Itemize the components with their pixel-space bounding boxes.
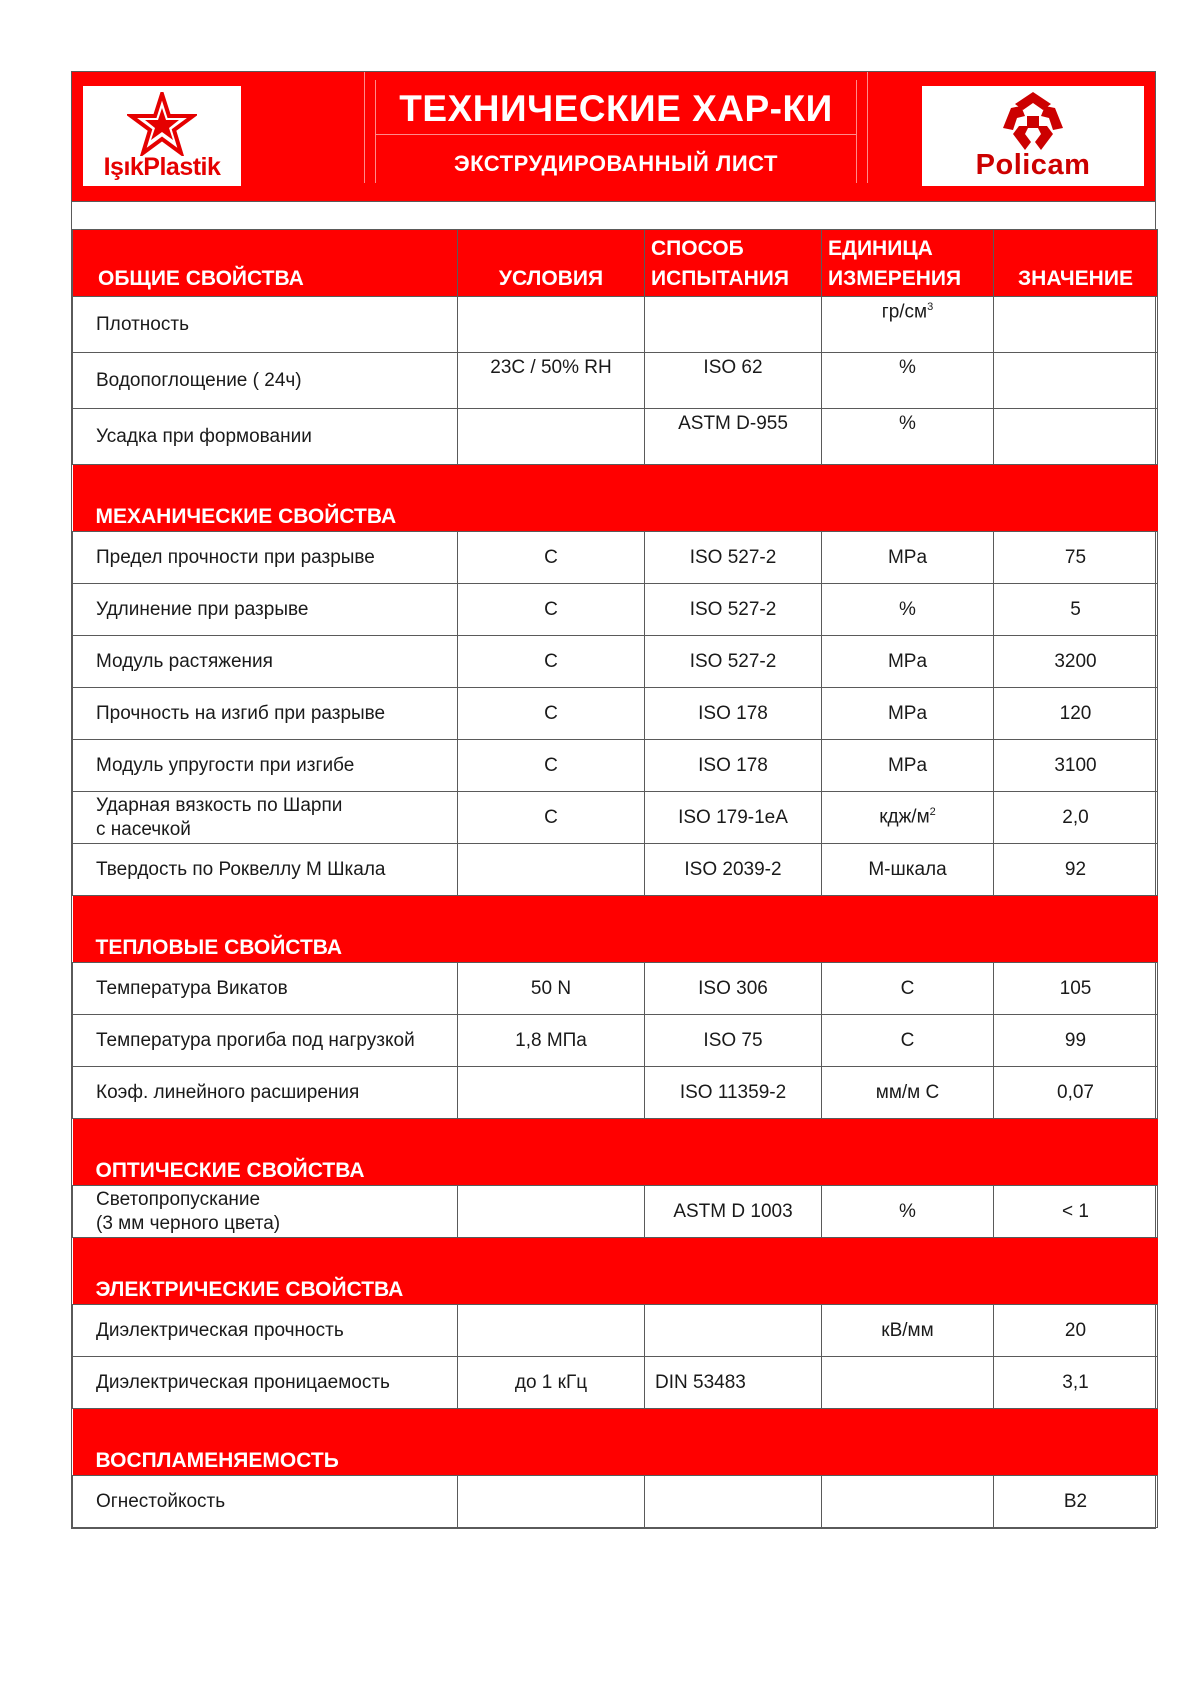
property-condition [458, 409, 645, 465]
property-condition [458, 297, 645, 353]
property-method: ISO 2039-2 [645, 844, 822, 896]
property-method: ISO 75 [645, 1015, 822, 1067]
property-condition [458, 844, 645, 896]
property-name: Модуль упругости при изгибе [73, 740, 458, 792]
property-condition: С [458, 688, 645, 740]
property-condition: С [458, 636, 645, 688]
property-value: 3100 [994, 740, 1158, 792]
table-row [73, 584, 1158, 636]
table-row [73, 688, 1158, 740]
property-value: 92 [994, 844, 1158, 896]
table-row [73, 792, 1158, 844]
property-unit: С [822, 963, 994, 1015]
table-row [73, 532, 1158, 584]
property-value: 3,1 [994, 1357, 1158, 1409]
property-value: 20 [994, 1305, 1158, 1357]
property-name: Ударная вязкость по Шарпи с насечкой [73, 792, 458, 844]
isikplastik-logo-text: IşıkPlastik [103, 153, 221, 181]
property-method: ISO 527-2 [645, 532, 822, 584]
star-icon [127, 92, 197, 156]
property-value: 120 [994, 688, 1158, 740]
properties-table [72, 229, 1158, 1528]
property-unit: С [822, 1015, 994, 1067]
page-title: ТЕХНИЧЕСКИЕ ХАР-КИ [399, 88, 833, 129]
property-condition: до 1 кГц [458, 1357, 645, 1409]
spec-sheet [71, 71, 1156, 1529]
property-condition: С [458, 740, 645, 792]
property-method: ISO 62 [645, 353, 822, 409]
page-subtitle: ЭКСТРУДИРОВАННЫЙ ЛИСТ [454, 151, 778, 176]
property-unit: мм/м С [822, 1067, 994, 1119]
property-value: 3200 [994, 636, 1158, 688]
property-condition: 23С / 50% RH [458, 353, 645, 409]
property-value: < 1 [994, 1186, 1158, 1238]
property-name: Диэлектрическая прочность [73, 1305, 458, 1357]
section-header-flammability: ВОСПЛАМЕНЯЕМОСТЬ [73, 1409, 1158, 1476]
property-condition: С [458, 584, 645, 636]
property-unit: MPa [822, 688, 994, 740]
property-unit: % [822, 353, 994, 409]
property-method: ISO 527-2 [645, 636, 822, 688]
property-condition [458, 1305, 645, 1357]
property-method: ISO 179-1eA [645, 792, 822, 844]
col-header-conditions: УСЛОВИЯ [458, 230, 645, 297]
property-value [994, 353, 1158, 409]
property-unit [822, 1357, 994, 1409]
property-method: ISO 178 [645, 688, 822, 740]
table-row [73, 1186, 1158, 1238]
col-header-value: ЗНАЧЕНИЕ [994, 230, 1158, 297]
property-value: 75 [994, 532, 1158, 584]
property-name: Удлинение при разрыве [73, 584, 458, 636]
col-header-unit: ЕДИНИЦА ИЗМЕРЕНИЯ [822, 230, 994, 297]
property-method: ISO 527-2 [645, 584, 822, 636]
property-condition: С [458, 532, 645, 584]
property-name: Водопоглощение ( 24ч) [73, 353, 458, 409]
property-name: Огнестойкость [73, 1476, 458, 1528]
property-unit: М-шкала [822, 844, 994, 896]
property-value: 105 [994, 963, 1158, 1015]
property-condition: С [458, 792, 645, 844]
property-unit: % [822, 409, 994, 465]
section-header-electrical: ЭЛЕКТРИЧЕСКИЕ СВОЙСТВА [73, 1238, 1158, 1305]
property-unit: % [822, 584, 994, 636]
property-method [645, 297, 822, 353]
property-method: DIN 53483 [645, 1357, 822, 1409]
property-value [994, 409, 1158, 465]
property-condition [458, 1476, 645, 1528]
policam-logo [922, 86, 1144, 186]
property-value: 0,07 [994, 1067, 1158, 1119]
table-header-row [73, 230, 1158, 297]
policam-logo-text: Policam [975, 149, 1091, 181]
property-name: Диэлектрическая проницаемость [73, 1357, 458, 1409]
property-condition: 50 N [458, 963, 645, 1015]
table-row [73, 963, 1158, 1015]
property-method: ISO 178 [645, 740, 822, 792]
property-value: 2,0 [994, 792, 1158, 844]
property-name: Твердость по Роквеллу М Шкала [73, 844, 458, 896]
property-name: Прочность на изгиб при разрыве [73, 688, 458, 740]
table-row [73, 1067, 1158, 1119]
property-name: Плотность [73, 297, 458, 353]
property-name: Коэф. линейного расширения [73, 1067, 458, 1119]
col-header-properties: ОБЩИЕ СВОЙСТВА [73, 230, 458, 297]
property-condition: 1,8 МПа [458, 1015, 645, 1067]
property-condition [458, 1067, 645, 1119]
property-method: ISO 306 [645, 963, 822, 1015]
property-value: B2 [994, 1476, 1158, 1528]
header-banner [72, 72, 1155, 201]
property-method [645, 1305, 822, 1357]
property-unit: $гр/см^3$ [822, 297, 994, 353]
property-unit: MPa [822, 532, 994, 584]
property-name: Светопропускание (3 мм черного цвета) [73, 1186, 458, 1238]
property-name: Температура прогиба под нагрузкой [73, 1015, 458, 1067]
property-method [645, 1476, 822, 1528]
col-header-method: СПОСОБ ИСПЫТАНИЯ [645, 230, 822, 297]
section-header-optical: ОПТИЧЕСКИЕ СВОЙСТВА [73, 1119, 1158, 1186]
policam-emblem-icon [993, 90, 1073, 154]
property-condition [458, 1186, 645, 1238]
property-unit: кдж/$м^2$ [822, 792, 994, 844]
table-row [73, 297, 1158, 353]
property-value: 99 [994, 1015, 1158, 1067]
table-row [73, 740, 1158, 792]
section-header-mechanical: МЕХАНИЧЕСКИЕ СВОЙСТВА [73, 465, 1158, 532]
property-unit: MPa [822, 636, 994, 688]
property-value: 5 [994, 584, 1158, 636]
table-row [73, 353, 1158, 409]
property-unit: % [822, 1186, 994, 1238]
property-name: Предел прочности при разрыве [73, 532, 458, 584]
table-row [73, 1015, 1158, 1067]
property-unit [822, 1476, 994, 1528]
title-frame [364, 72, 868, 183]
table-row [73, 1305, 1158, 1357]
table-row [73, 1476, 1158, 1528]
table-row [73, 844, 1158, 896]
property-unit: MPa [822, 740, 994, 792]
section-header-thermal: ТЕПЛОВЫЕ СВОЙСТВА [73, 896, 1158, 963]
property-value [994, 297, 1158, 353]
property-unit: кВ/мм [822, 1305, 994, 1357]
property-method: ASTM D 1003 [645, 1186, 822, 1238]
table-row [73, 1357, 1158, 1409]
property-method: ISO 11359-2 [645, 1067, 822, 1119]
table-row [73, 409, 1158, 465]
property-name: Температура Викатов [73, 963, 458, 1015]
isikplastik-logo [83, 86, 241, 186]
property-name: Модуль растяжения [73, 636, 458, 688]
header-spacer [72, 201, 1155, 229]
table-row [73, 636, 1158, 688]
property-method: ASTM D-955 [645, 409, 822, 465]
property-name: Усадка при формовании [73, 409, 458, 465]
